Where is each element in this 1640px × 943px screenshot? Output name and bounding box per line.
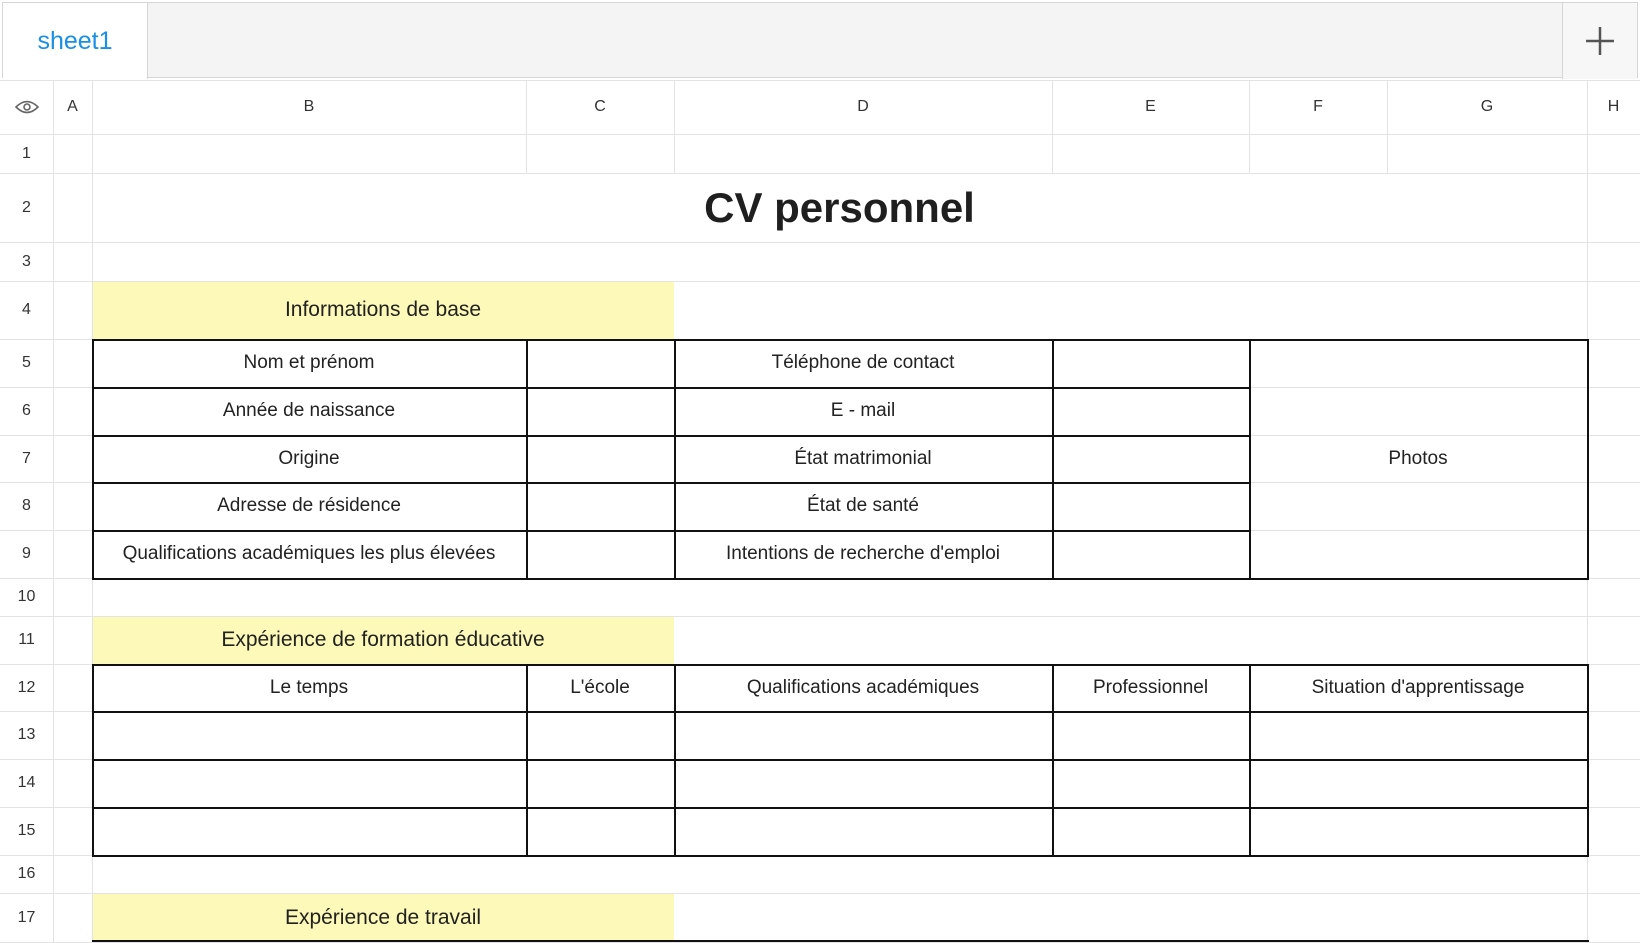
row-header-5[interactable]: 5 [0,339,53,387]
cell-border [92,807,1589,809]
row-header-10[interactable]: 10 [0,578,53,616]
basic-info-label[interactable]: État de santé [807,495,919,516]
education-header[interactable]: Qualifications académiques [746,676,980,698]
row-header-17[interactable]: 17 [0,893,53,942]
basic-info-label[interactable]: Année de naissance [222,400,396,421]
education-header[interactable]: Professionnel [1092,676,1209,698]
row-header-8[interactable]: 8 [0,482,53,530]
cell-border [92,759,1589,761]
basic-info-label[interactable]: Adresse de résidence [217,495,401,516]
page-title: CV personnel [704,183,975,231]
gridline [1052,80,1053,173]
gridline [0,134,1640,135]
cell-border [1249,578,1589,580]
section-header-basic[interactable]: Informations de base [284,298,482,321]
row-header-11[interactable]: 11 [0,616,53,664]
row-header-12[interactable]: 12 [0,664,53,711]
row-header-14[interactable]: 14 [0,759,53,807]
column-header-a[interactable]: A [53,80,92,134]
cell-border [92,855,1589,857]
column-header-g[interactable]: G [1387,80,1587,134]
basic-info-label[interactable]: Qualifications académiques les plus élevées [122,543,496,564]
cell-border [1587,339,1589,580]
eye-icon [15,99,39,115]
row-header-3[interactable]: 3 [0,242,53,281]
gridline [1249,80,1250,173]
cell-border [526,339,528,580]
column-header-d[interactable]: D [674,80,1052,134]
gridline [53,80,54,942]
cell-border [92,578,1251,580]
section-header-education[interactable]: Expérience de formation éducative [221,628,545,651]
gridline [0,242,1640,243]
cell-border [1587,664,1589,857]
section-header-work[interactable]: Expérience de travail [284,905,482,929]
sheet-tab-label: sheet1 [37,26,113,55]
basic-info-label[interactable]: Nom et prénom [243,352,375,373]
row-header-13[interactable]: 13 [0,711,53,759]
photos-cell[interactable]: Photos [1388,447,1448,469]
row-header-1[interactable]: 1 [0,134,53,173]
column-header-f[interactable]: F [1249,80,1387,134]
gridline [526,80,527,173]
row-header-4[interactable]: 4 [0,281,53,339]
column-header-b[interactable]: B [92,80,526,134]
basic-info-label[interactable]: Intentions de recherche d'emploi [725,543,1000,564]
gridline [674,80,675,173]
education-header[interactable]: Le temps [269,676,349,698]
gridline [1387,80,1388,173]
basic-info-label[interactable]: Téléphone de contact [771,352,955,373]
cell-border [1052,339,1054,580]
basic-info-label[interactable]: État matrimonial [794,447,932,469]
gridline [0,80,1640,81]
toggle-visibility-button[interactable] [0,80,53,134]
basic-info-label[interactable]: Origine [278,447,340,469]
row-header-6[interactable]: 6 [0,387,53,435]
basic-info-label[interactable]: E - mail [830,400,896,421]
row-header-16[interactable]: 16 [0,855,53,893]
cell-border [92,711,1589,713]
column-header-e[interactable]: E [1052,80,1249,134]
education-header[interactable]: L'école [570,676,630,698]
row-header-7[interactable]: 7 [0,435,53,482]
row-header-15[interactable]: 15 [0,807,53,855]
row-header-2[interactable]: 2 [0,173,53,242]
column-header-c[interactable]: C [526,80,674,134]
row-header-9[interactable]: 9 [0,530,53,578]
column-header-h[interactable]: H [1587,80,1640,134]
education-header[interactable]: Situation d'apprentissage [1311,676,1525,698]
